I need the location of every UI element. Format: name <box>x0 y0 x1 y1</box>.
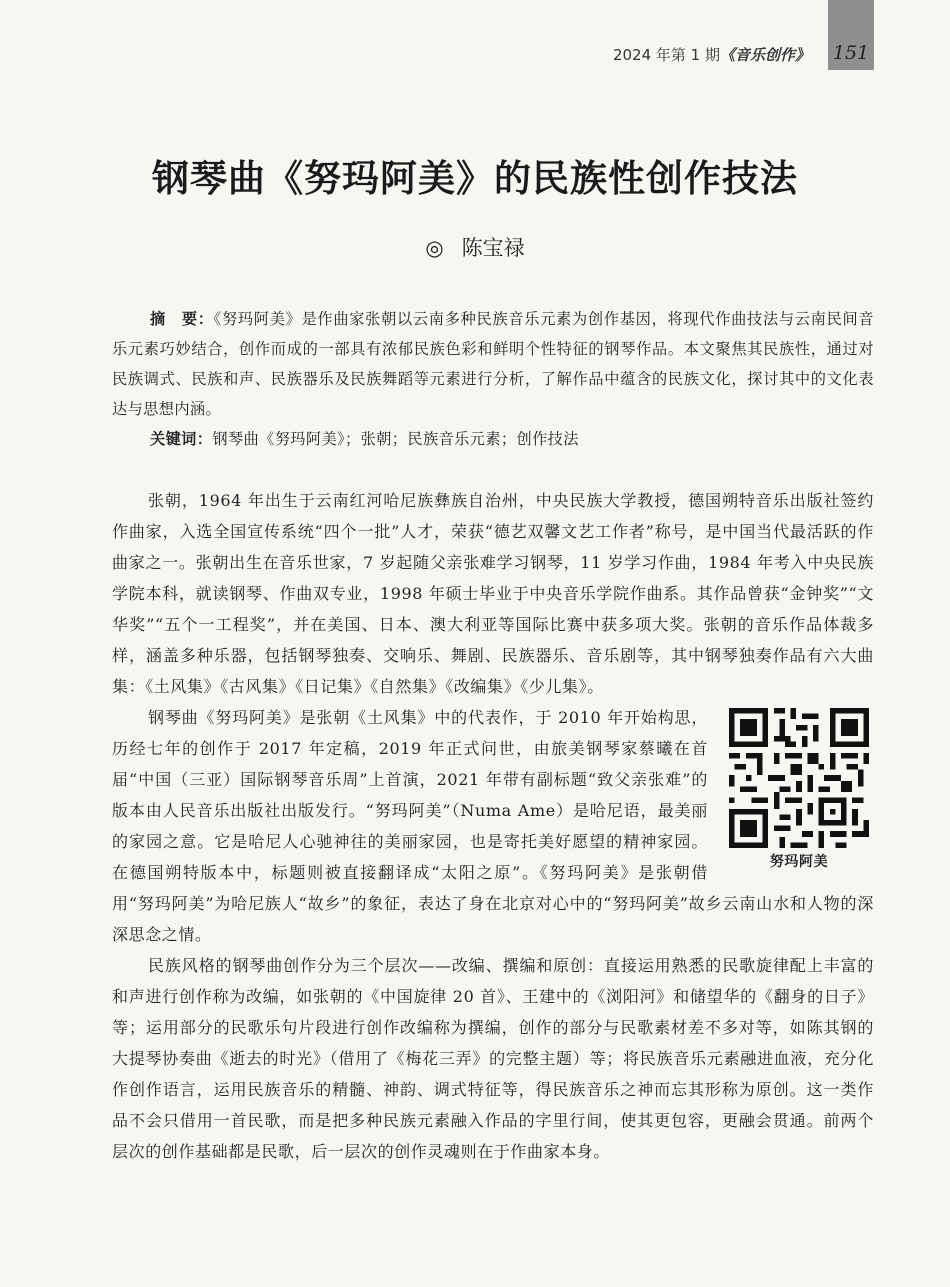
abstract-label: 摘 要： <box>150 310 214 328</box>
page-number: 151 <box>832 42 870 64</box>
qr-caption: 努玛阿美 <box>769 854 829 870</box>
body-paragraph-3: 民族风格的钢琴曲创作分为三个层次——改编、撰编和原创：直接运用熟悉的民歌旋律配上丰富的和声进行创作称为改编，如张朝的《中国旋律 20 首》、王建中的《浏阳河》和储望华的《翻身的日子》等；运用部分的民歌乐句片段进行创作改编称为撰编，创作的部分与民歌素材差不多对等，如陈其钢的大提琴协奏曲《逝去的时光》（借用了《梅花三弄》的完整主题）等；将民族音乐元素融进血液，充分化作创作语言，运用民族音乐的精髓、神韵、调式特征等，得民族音乐之神而忘其形称为原创。这一类作品不会只借用一首民歌，而是把多种民族元素融入作品的字里行间，使其更包容，更融会贯通。前两个层次的创作基础都是民歌，后一层次的创作灵魂则在于作曲家本身。 <box>112 956 874 1161</box>
body-paragraph-1: 张朝，1964 年出生于云南红河哈尼族彝族自治州，中央民族大学教授，德国朔特音乐出版社签约作曲家，入选全国宣传系统“四个一批”人才，荣获“德艺双馨文艺工作者”称号，是中国当代最活跃的作曲家之一。张朝出生在音乐世家，7 岁起随父亲张难学习钢琴，11 岁学习作曲，1984 年考入中央民族学院本科，就读钢琴、作曲双专业，1998 年硕士毕业于中央音乐学院作曲系。其作品曾获“金钟奖”“文华奖”“五个一工程奖”，并在美国、日本、澳大利亚等国际比赛中获多项大奖。张朝的音乐作品体裁多样，涵盖多种乐器，包括钢琴独奏、交响乐、舞剧、民族器乐、音乐剧等，其中钢琴独奏作品有六大曲集：《土风集》《古风集》《日记集》《自然集》《改编集》《少儿集》。 <box>112 491 874 696</box>
running-header <box>613 44 810 65</box>
author-mark-icon: ◎ <box>425 236 444 260</box>
abstract-paragraph <box>112 304 874 424</box>
keywords-label: 关键词： <box>150 430 213 448</box>
keywords-paragraph <box>112 424 874 454</box>
issue-label: 2024 年第 1 期 <box>612 46 720 64</box>
abstract-section <box>112 304 874 454</box>
keywords-text: 钢琴曲《努玛阿美》；张朝；民族音乐元素；创作技法 <box>212 430 579 448</box>
journal-name: 《音乐创作》 <box>719 46 810 64</box>
body-paragraph-2: 钢琴曲《努玛阿美》是张朝《土风集》中的代表作，于 2010 年开始构思，历经七年的创作于 2017 年定稿，2019 年正式问世，由旅美钢琴家蔡曦在首届“中国（三亚）国际钢琴音乐周”上首演，2021 年带有副标题“致父亲张难”的版本由人民音乐出版社出版发行。“努玛阿美”（Numa Ame）是哈尼语，最美丽的家园之意。它是哈尼人心驰神往的美丽家园，也是寄托美好愿望的精神家园。在德国朔特版本中，标题则被直接翻译成“太阳之原”。《努玛阿美》是张朝借用“努玛阿美”为哈尼族人“故乡”的象征，表达了身在北京对心中的“努玛阿美”故乡云南山水和人物的深深思念之情。 <box>112 708 874 944</box>
article-body <box>112 485 874 1167</box>
author-name: 陈宝禄 <box>461 236 525 260</box>
author-line <box>0 232 950 262</box>
qr-code-box[interactable] <box>724 708 874 872</box>
page-number-tab <box>828 0 874 70</box>
abstract-text: 《努玛阿美》是作曲家张朝以云南多种民族音乐元素为创作基因，将现代作曲技法与云南民间音乐元素巧妙结合，创作而成的一部具有浓郁民族色彩和鲜明个性特征的钢琴作品。本文聚焦其民族性，通过对民族调式、民族和声、民族器乐及民族舞蹈等元素进行分析，了解作品中蕴含的民族文化，探讨其中的文化表达与思想内涵。 <box>112 310 874 418</box>
qr-code-icon[interactable] <box>729 708 869 848</box>
article-title: 钢琴曲《努玛阿美》的民族性创作技法 <box>152 157 798 200</box>
